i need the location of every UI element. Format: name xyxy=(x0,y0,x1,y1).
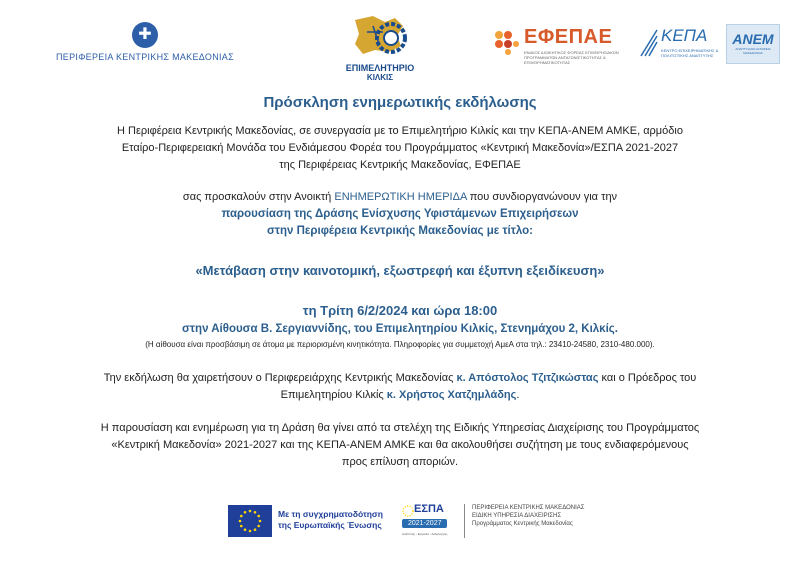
action-line-1: παρουσίαση της Δράσης Ενίσχυσης Υφιστάμενων Επιχειρήσεων xyxy=(221,208,579,220)
efepae-name: ΕΦΕΠΑΕ xyxy=(524,26,613,48)
intro-line-3: της Περιφέρειας Κεντρικής Μακεδονίας, ΕΦΕΠΑΕ xyxy=(279,159,521,171)
event-date: τη Τρίτη 6/2/2024 και ώρα 18:00 xyxy=(302,303,498,318)
action-line-2: στην Περιφέρεια Κεντρικής Μακεδονίας με τίτλο: xyxy=(267,225,533,237)
invite-line xyxy=(0,191,800,203)
espa-logo xyxy=(400,503,452,539)
greet-line2-suffix: . xyxy=(516,389,520,401)
efepae-subtitle: ΕΝΙΑΙΟΣ ΔΙΟΙΚΗΤΙΚΟΣ ΦΟΡΕΑΣ ΕΠΙΧΕΙΡΗΣΙΑΚΩΝ ΠΡΟΓΡΑΜΜΑΤΩΝ ΑΝΤΑΓΩΝΙΣΤΙΚΟΤΗΤΑΣ & ΕΠΙΧΕΙΡΗΜΑΤΙΚΟΤΗΤΑΣ xyxy=(524,50,619,65)
greet-prefix: Την εκδήλωση θα χαιρετήσουν ο Περιφερειάρχης Κεντρικής Μακεδονίας xyxy=(103,372,457,384)
greet-line-1 xyxy=(0,372,800,384)
espa-years: 2021-2027 xyxy=(402,519,447,528)
invite-suffix: που συνδιοργανώνουν για την xyxy=(466,191,618,203)
footer-divider xyxy=(464,504,465,538)
chamber-city: ΚΙΛΚΙΣ xyxy=(366,73,394,82)
chamber-name: ΕΠΙΜΕΛΗΤΗΡΙΟ xyxy=(345,63,415,73)
greet-line2-prefix: Επιμελητηρίου Κιλκίς xyxy=(280,389,387,401)
region-logo-text: ΠΕΡΙΦΕΡΕΙΑ ΚΕΝΤΡΙΚΗΣ ΜΑΚΕΔΟΝΙΑΣ xyxy=(56,52,234,62)
greek-emblem-icon: ✚ xyxy=(132,22,158,48)
invitation-title: Πρόσκληση ενημερωτικής εκδήλωσης xyxy=(263,94,537,111)
espa-subtitle: Ανάπτυξη - Εργασία - Αλληλεγγύη xyxy=(402,532,448,536)
greet-person-1: κ. Απόστολος Τζιτζικώστας xyxy=(456,372,599,384)
anem-subtitle: ΑΝΑΠΤΥΞΙΑΚΗ ΕΤΑΙΡΕΙΑ ΜΑΚΕΔΟΝΙΑΣ xyxy=(735,47,771,55)
efepae-dots-icon xyxy=(494,30,520,56)
invite-highlight: ΕΝΗΜΕΡΩΤΙΚΗ ΗΜΕΡΙΔΑ xyxy=(334,191,467,203)
eu-line-1: Με τη συγχρηματοδότηση xyxy=(278,509,383,519)
eu-flag-icon xyxy=(228,505,272,537)
invite-prefix: σας προσκαλούν στην Ανοικτή xyxy=(182,191,335,203)
mgmt-line-3: Προγράμματος Κεντρικής Μακεδονίας xyxy=(472,521,573,527)
espa-stars-icon xyxy=(402,505,414,517)
mgmt-line-2: ΕΙΔΙΚΗ ΥΠΗΡΕΣΙΑ ΔΙΑΧΕΙΡΙΣΗΣ xyxy=(472,513,562,519)
kepa-stripes-icon xyxy=(639,28,659,58)
funding-footer xyxy=(228,500,608,542)
mgmt-line-1: ΠΕΡΙΦΕΡΕΙΑ ΚΕΝΤΡΙΚΗΣ ΜΑΚΕΔΟΝΙΑΣ xyxy=(472,505,585,511)
intro-line-2: Εταίρο-Περιφερειακή Μονάδα του Ενδιάμεσου Φορέα του Προγράμματος «Κεντρική Μακεδονία»/ΕΣΠΑ 2021-2027 xyxy=(121,142,679,154)
intro-line-1: Η Περιφέρεια Κεντρικής Μακεδονίας, σε συνεργασία με το Επιμελητήριο Κιλκίς και την ΚΕΠΑ-ΑΝΕΜ ΑΜΚΕ, αρμόδιο xyxy=(117,125,683,137)
region-logo xyxy=(45,22,245,62)
greet-line-2 xyxy=(0,389,800,401)
greet-middle: και ο Πρόεδρος του xyxy=(598,372,697,384)
closing-line-3: προς επίλυση αποριών. xyxy=(341,456,459,468)
accessibility-note: (Η αίθουσα είναι προσβάσιμη σε άτομα με περιορισμένη κινητικότητα. Πληροφορίες για συμμετοχή ΑμεΑ στα τηλ.: 23410-24580, 2310-480.000). xyxy=(145,340,655,349)
eu-cofunding-text xyxy=(278,509,383,531)
managing-authority xyxy=(472,504,584,528)
event-venue: στην Αίθουσα Β. Σεργιαννίδης, του Επιμελητηρίου Κιλκίς, Στενημάχου 2, Κιλκίς. xyxy=(182,323,618,335)
kepa-subtitle: ΚΕΝΤΡΟ ΕΠΙΧΕΙΡΗΜΑΤΙΚΗΣ & ΠΟΛΙΤΙΣΤΙΚΗΣ ΑΝΑΠΤΥΞΗΣ xyxy=(661,48,719,58)
closing-line-2: «Κεντρική Μακεδονία» 2021-2027 και της ΚΕΠΑ-ΑΝΕΜ ΑΜΚΕ και θα ακολουθήσει συζήτηση με τους ενδιαφερόμενους xyxy=(111,439,689,451)
espa-name: ΕΣΠΑ xyxy=(414,503,444,515)
anem-name: ΑΝΕΜ xyxy=(732,31,774,47)
efepae-logo xyxy=(494,26,634,65)
chamber-logo xyxy=(330,12,430,82)
closing-line-1: Η παρουσίαση και ενημέρωση για τη Δράση θα γίνει από τα στελέχη της Ειδικής Υπηρεσίας Διαχείρισης του Προγράμματος xyxy=(100,422,700,434)
greet-person-2: κ. Χρήστος Χατζημλάδης xyxy=(386,389,517,401)
eu-line-2: της Ευρωπαϊκής Ένωσης xyxy=(278,520,382,530)
chamber-gear-icon xyxy=(345,12,415,58)
anem-logo xyxy=(726,24,780,64)
event-title: «Μετάβαση στην καινοτομική, εξωστρεφή και έξυπνη εξειδίκευση» xyxy=(195,263,605,278)
kepa-name: ΚΕΠΑ xyxy=(661,26,708,45)
kepa-logo xyxy=(639,26,721,62)
